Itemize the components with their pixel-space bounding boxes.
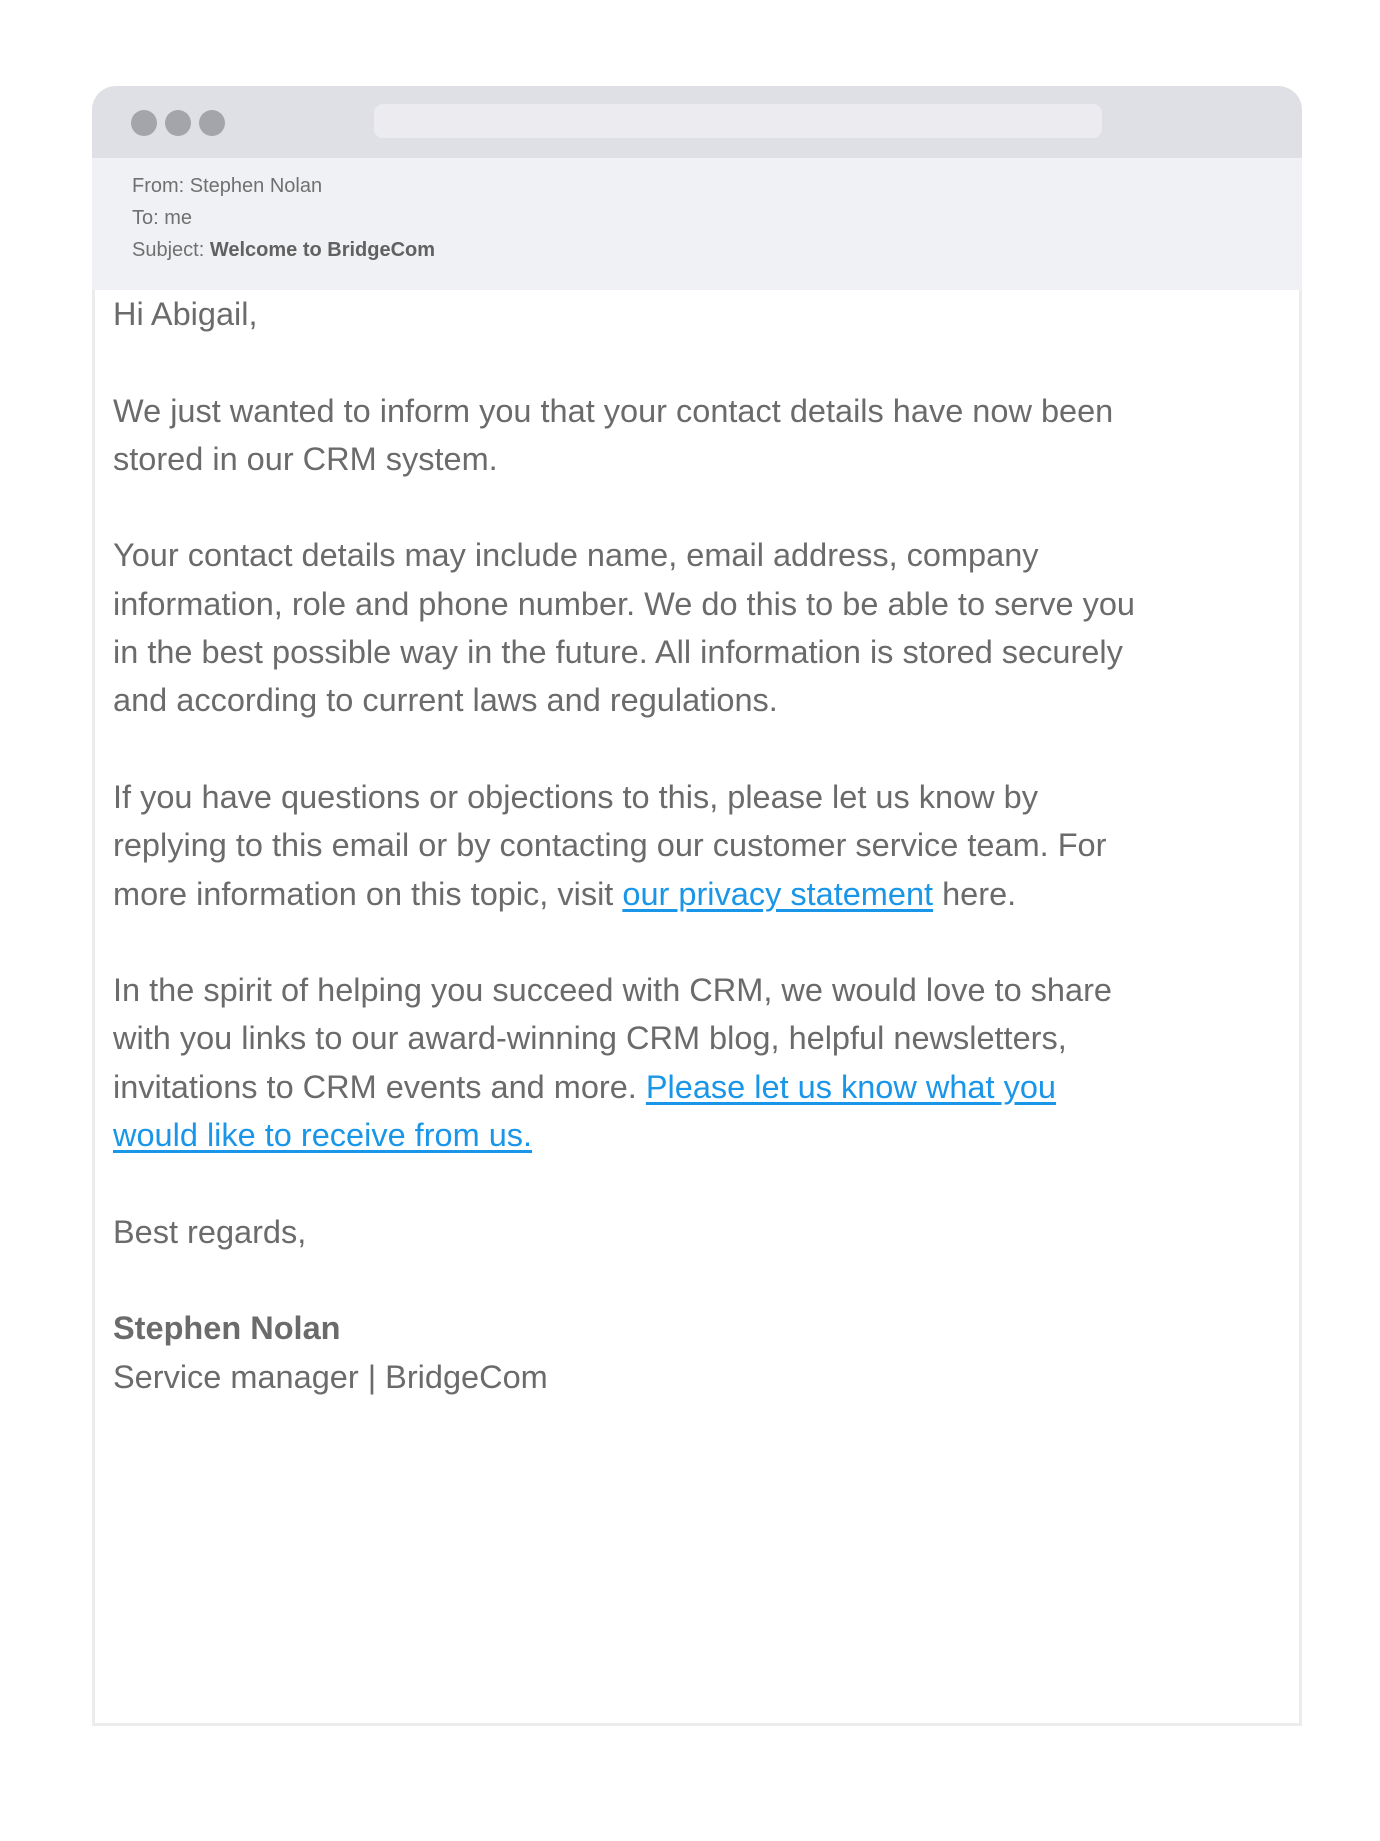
address-bar[interactable] <box>374 104 1102 138</box>
from-label: From: <box>132 175 185 197</box>
paragraph-details: Your contact details may include name, email address, company information, role and phone number. We do this to be able to serve you in the best possible way in the future. All information is stored securely and according to current laws and regulations. <box>113 537 1135 719</box>
preferences-link[interactable]: Please let us know what you would like to receive from us. <box>113 1068 1056 1154</box>
window-titlebar <box>92 86 1302 158</box>
from-line <box>132 175 322 198</box>
window-dot-icon[interactable] <box>165 110 191 136</box>
subject-label: Subject: <box>132 239 205 261</box>
paragraph-offer-text: In the spirit of helping you succeed with CRM, we would love to share with you links to our award-winning CRM blog, helpful newsletters, invitations to CRM events and more. <box>113 972 1112 1105</box>
email-headers <box>92 158 1302 290</box>
paragraph-offer <box>113 966 1143 1159</box>
signature <box>113 1304 1143 1401</box>
paragraph-questions-text: If you have questions or objections to this, please let us know by replying to this email or by contacting our customer service team. For more information on this topic, visit <box>113 778 1107 912</box>
subject-line <box>132 239 435 262</box>
to-line <box>132 207 192 230</box>
paragraph-questions-tail: here. <box>933 875 1017 912</box>
window-dot-icon[interactable] <box>199 110 225 136</box>
privacy-statement-link[interactable]: our privacy statement <box>622 875 934 912</box>
paragraph-questions <box>113 773 1143 918</box>
to-label: To: <box>132 207 159 229</box>
subject-value: Welcome to BridgeCom <box>209 239 436 261</box>
closing: Best regards, <box>113 1213 307 1250</box>
from-value: Stephen Nolan <box>189 175 323 197</box>
to-value: me <box>164 207 193 229</box>
email-body <box>113 290 1143 1401</box>
greeting: Hi Abigail, <box>113 296 258 332</box>
paragraph-storage-notice: We just wanted to inform you that your contact details have now been stored in our CRM system. <box>113 392 1114 477</box>
signature-name: Stephen Nolan <box>113 1310 341 1347</box>
signature-title: Service manager | BridgeCom <box>113 1358 548 1395</box>
window-dot-icon[interactable] <box>131 110 157 136</box>
